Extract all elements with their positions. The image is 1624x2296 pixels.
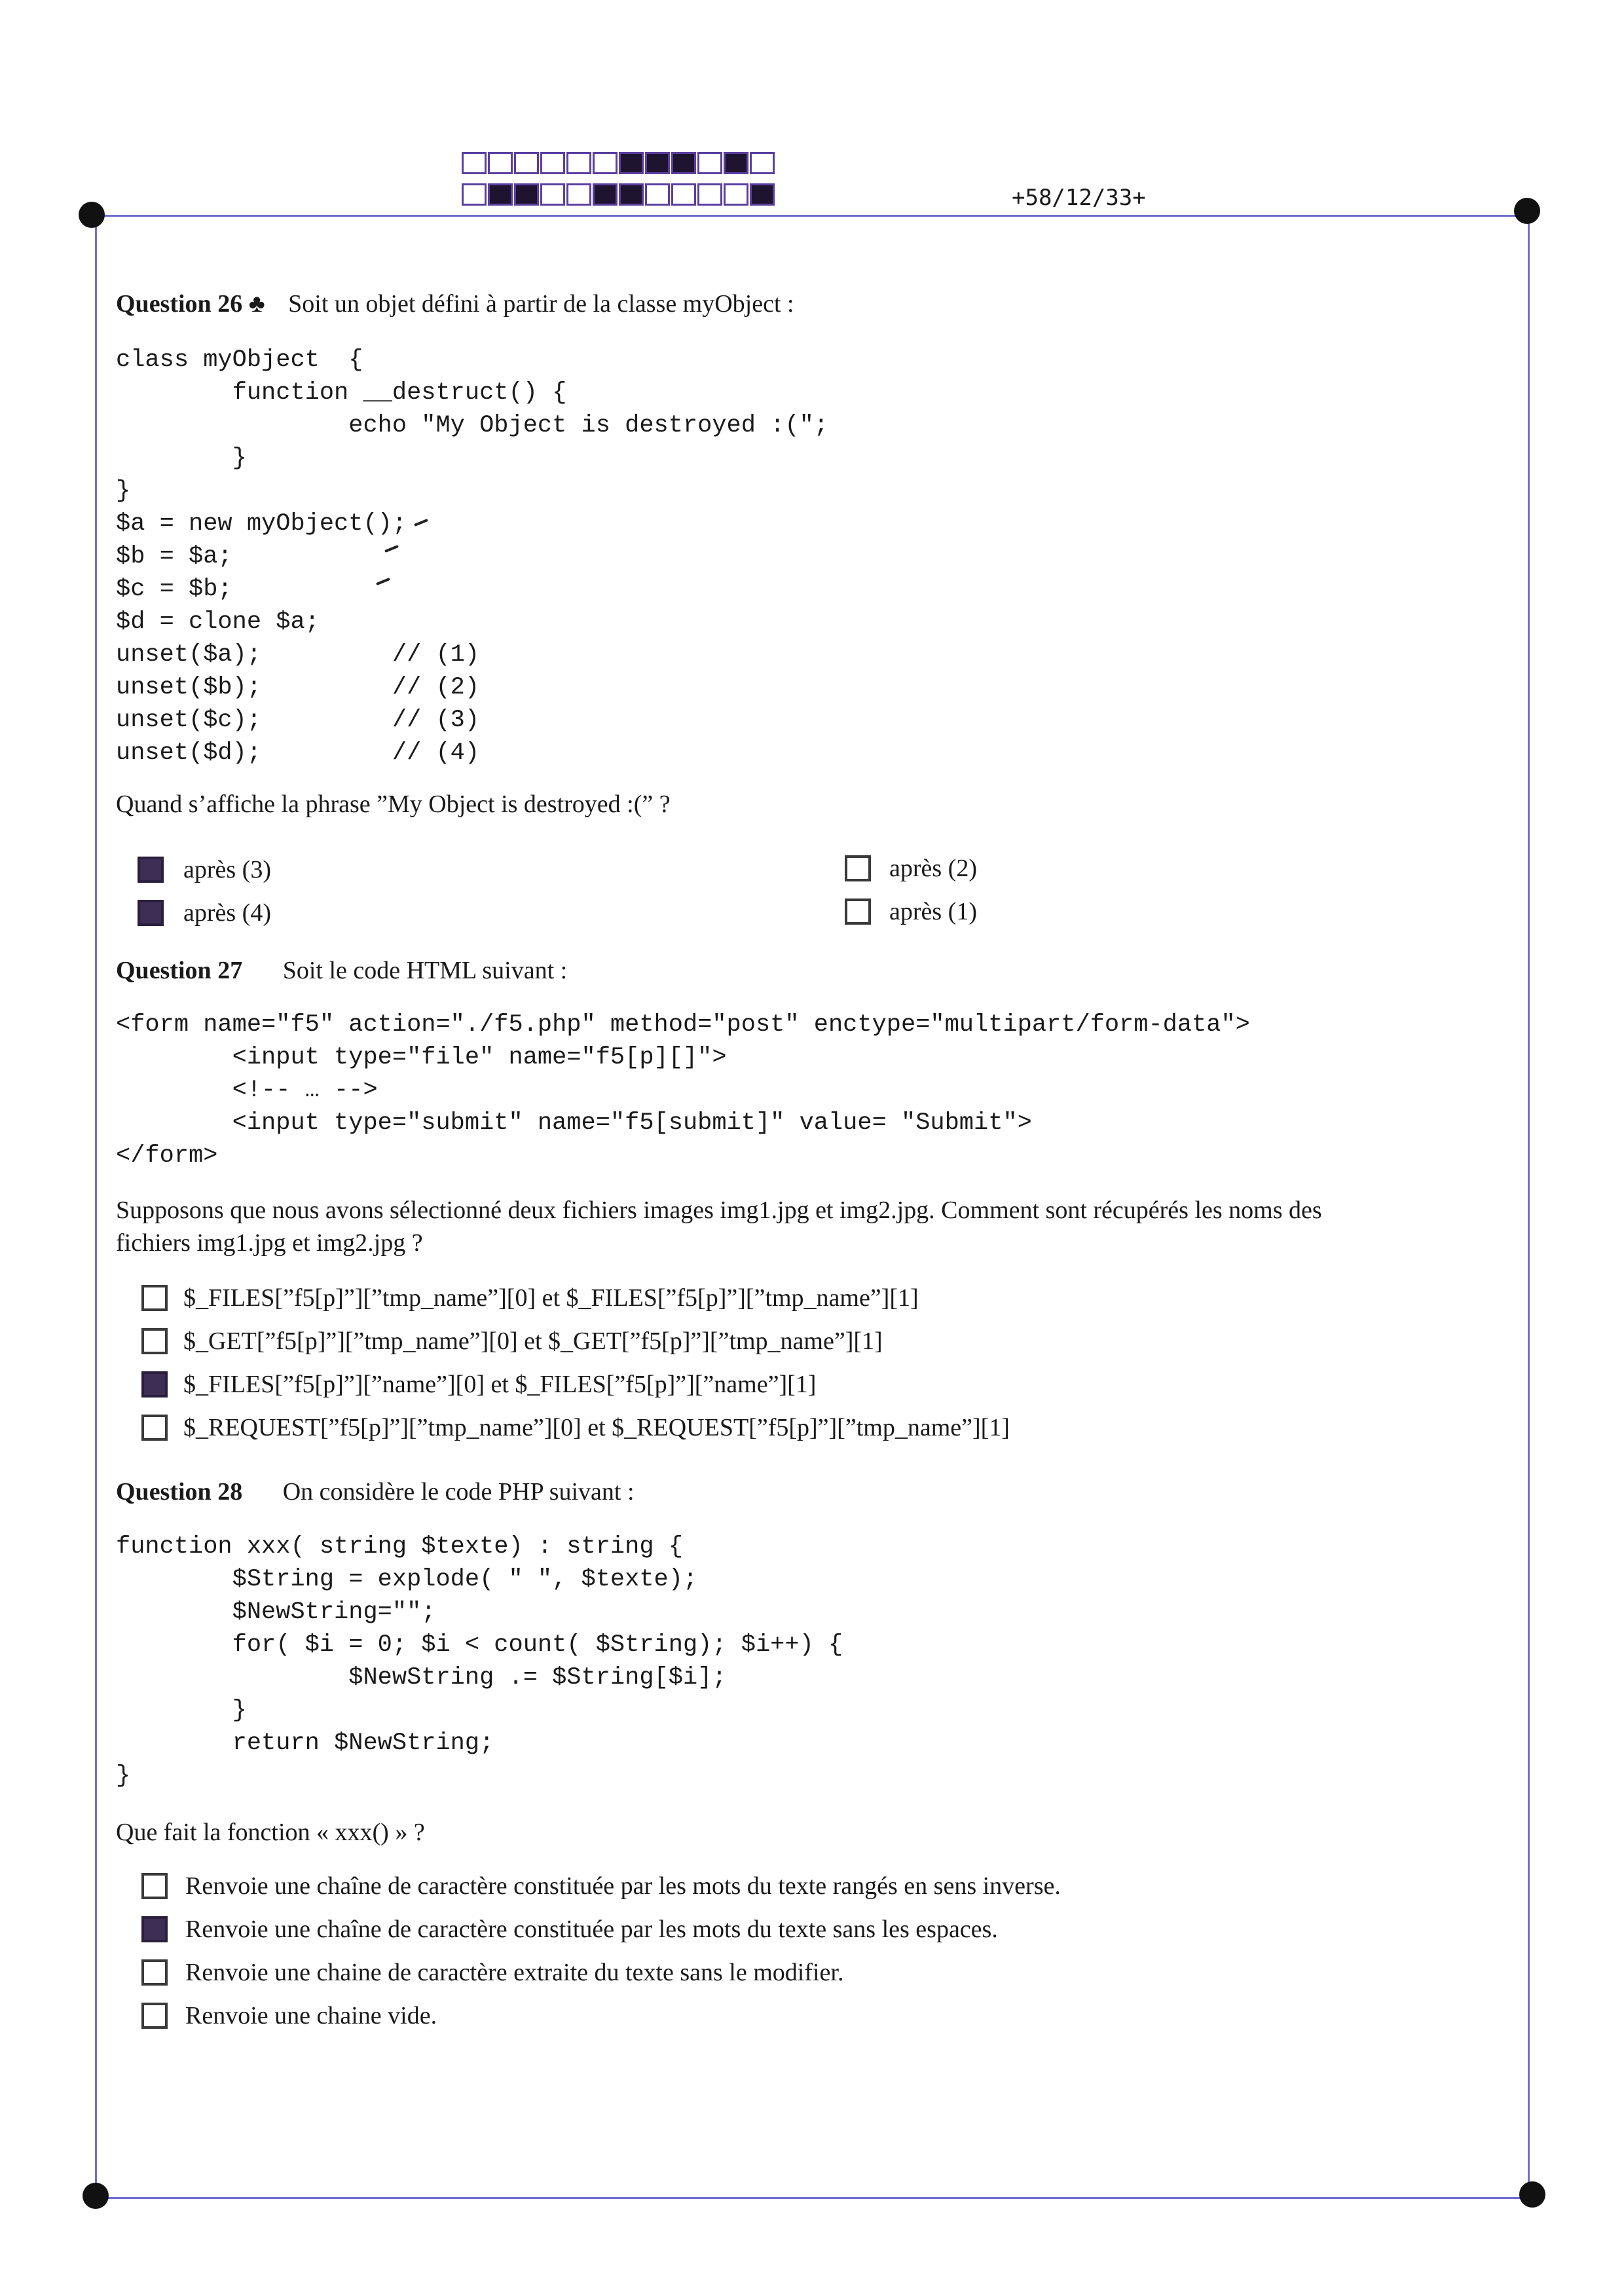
code-line: class myObject { [116,346,363,374]
page-code: +58/12/33+ [1012,185,1146,211]
q28-option-label: Renvoie une chaîne de caractère constituée par les mots du texte rangés en sens inverse. [185,1872,1061,1900]
q26-option-label: après (2) [889,855,977,882]
code-line: unset($a); // (1) [116,641,480,669]
q26-option-checkbox[interactable] [845,898,871,925]
barcode-cell [593,183,618,206]
code-line: function __destruct() { [116,379,567,407]
q27-option-checkbox[interactable] [141,1371,168,1398]
q26-option-label: après (3) [183,856,271,883]
code-line: } [116,1762,131,1790]
code-line: } [116,477,131,505]
q28-option-checkbox[interactable] [141,1916,168,1942]
code-line: $b = $a; [116,543,232,570]
code-line: $NewString=""; [116,1599,436,1626]
q26-option-label: après (1) [889,898,977,925]
q26-text: Soit un objet défini à partir de la classe myObject : [288,290,794,318]
q26-option-checkbox[interactable] [138,900,164,926]
q27-header [116,956,567,985]
q26-header [116,289,794,318]
code-line: <!-- … --> [116,1077,378,1104]
code-line: $a = new myObject(); [116,510,407,538]
barcode-cell [671,152,696,174]
q27-prompt-line-2: fichiers img1.jpg et img2.jpg ? [116,1229,423,1257]
barcode-cell [724,152,748,174]
header-barcode-row-2 [462,183,776,206]
barcode-cell [697,183,722,206]
q28-option-checkbox[interactable] [141,2003,168,2029]
q28-option-label: Renvoie une chaîne de caractère constituée par les mots du texte sans les espaces. [185,1916,998,1943]
q28-label: Question 28 [116,1478,243,1506]
code-line: echo "My Object is destroyed :("; [116,412,828,439]
barcode-cell [462,152,487,174]
barcode-cell [619,183,644,206]
code-line: <input type="submit" name="f5[submit]" value= "Submit"> [116,1109,1032,1137]
q27-option-checkbox[interactable] [141,1285,168,1311]
q28-code-block [116,1530,843,1792]
frame-top [95,215,1529,217]
q28-option-label: Renvoie une chaine vide. [185,2002,437,2029]
barcode-cell [697,152,722,174]
q26-label: Question 26 ♣ [116,290,265,318]
code-line: <input type="file" name="f5[p][]"> [116,1044,727,1071]
barcode-cell [750,183,775,206]
q27-option-label: $_FILES[”f5[p]”][”name”][0] et $_FILES[”f5[p]”][”name”][1] [183,1371,817,1398]
barcode-cell [514,152,539,174]
q27-text: Soit le code HTML suivant : [282,957,568,984]
barcode-cell [488,183,513,206]
barcode-cell [645,183,670,206]
q27-option-label: $_REQUEST[”f5[p]”][”tmp_name”][0] et $_REQUEST[”f5[p]”][”tmp_name”][1] [183,1414,1010,1441]
code-line: } [116,1697,247,1724]
code-line: $c = $b; [116,576,232,603]
q27-prompt-line-1: Supposons que nous avons sélectionné deux fichiers images img1.jpg et img2.jpg. Comment sont récupérés les noms des [116,1196,1322,1224]
barcode-cell [566,183,591,206]
corner-dot-bottom-right [1519,2181,1545,2208]
q27-option-checkbox[interactable] [141,1328,168,1354]
code-line: unset($d); // (4) [116,739,480,767]
frame-left [95,215,97,2199]
code-line: $d = clone $a; [116,608,320,636]
barcode-cell [566,152,591,174]
q26-option-checkbox[interactable] [845,855,871,881]
barcode-cell [593,152,618,174]
q28-option-checkbox[interactable] [141,1873,168,1899]
code-line: unset($b); // (2) [116,674,480,701]
q28-prompt: Que fait la fonction « xxx() » ? [116,1819,425,1846]
barcode-cell [671,183,696,206]
q26-option-label: après (4) [183,899,271,927]
code-line: </form> [116,1142,218,1170]
barcode-cell [540,152,565,174]
code-line: } [116,445,247,472]
corner-dot-top-left [79,202,105,228]
code-line: return $NewString; [116,1730,494,1757]
corner-dot-top-right [1514,198,1540,224]
q27-option-label: $_FILES[”f5[p]”][”tmp_name”][0] et $_FILES[”f5[p]”][”tmp_name”][1] [183,1284,919,1312]
barcode-cell [462,183,487,206]
code-line: $NewString .= $String[$i]; [116,1664,727,1692]
q27-code-block [116,1009,1250,1172]
barcode-cell [619,152,644,174]
frame-right [1528,215,1530,2199]
code-line: for( $i = 0; $i < count( $String); $i++) { [116,1631,843,1659]
q27-option-checkbox[interactable] [141,1415,168,1441]
barcode-cell [750,152,775,174]
code-line: $String = explode( " ", $texte); [116,1566,698,1593]
q28-header [116,1477,635,1506]
code-line: function xxx( string $texte) : string { [116,1533,683,1561]
barcode-cell [645,152,670,174]
code-line: <form name="f5" action="./f5.php" method="post" enctype="multipart/form-data"> [116,1011,1250,1039]
q27-option-label: $_GET[”f5[p]”][”tmp_name”][0] et $_GET[”f5[p]”][”tmp_name”][1] [183,1327,883,1355]
q26-option-checkbox[interactable] [138,857,164,883]
corner-dot-bottom-left [83,2183,109,2209]
q28-option-checkbox[interactable] [141,1959,168,1986]
q28-text: On considère le code PHP suivant : [282,1478,635,1506]
code-line: unset($c); // (3) [116,707,480,734]
q28-option-label: Renvoie une chaine de caractère extraite du texte sans le modifier. [185,1959,844,1986]
barcode-cell [540,183,565,206]
q26-prompt: Quand s’affiche la phrase ”My Object is destroyed :(” ? [116,790,671,818]
barcode-cell [488,152,513,174]
q27-label: Question 27 [116,957,243,984]
barcode-cell [724,183,748,206]
frame-bottom [95,2197,1529,2199]
barcode-cell [514,183,539,206]
header-barcode-row-1 [462,152,776,174]
q26-code-block [116,344,828,769]
